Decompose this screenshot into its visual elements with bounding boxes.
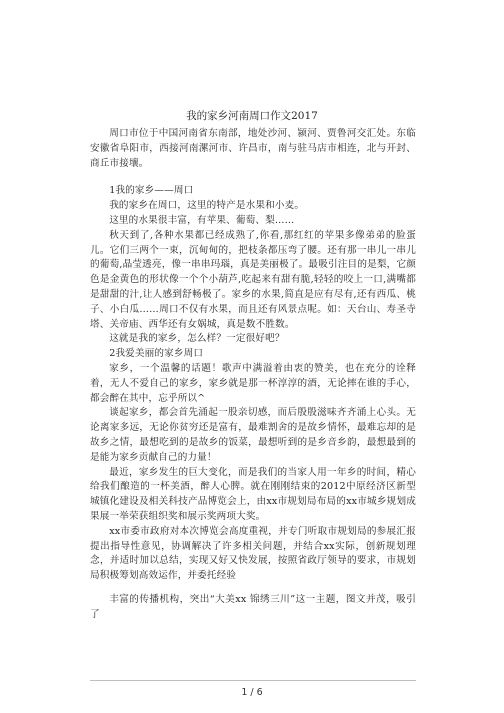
paragraph: 家乡，一个温馨的话题！歌声中满溢着由衷的赞美，也在充分的诠释着，无人不爱自己的家乡，家乡就是那一杯淳淳的酒，无论摔在谁的手心，都会醉在其中，忘乎所以^ <box>90 362 416 404</box>
paragraph: 谈起家乡，都会首先涌起一股亲切感，而后殷殷滋味齐齐涌上心头。无论离家多远，无论你贫穷还是富有，最难割舍的是故乡情怀，最难忘却的是故乡之情，最想吃到的是故乡的饭菜，最想听到的是乡音乡韵，最想最到的是能为家乡贡献自己的力量！ <box>90 407 416 463</box>
paragraph-intro: 周口市位于中国河南省东南部，地处沙河、颍河、贾鲁河交汇处。东临安徽省阜阳市，西接河南漯河市、许昌市，南与驻马店市相连，北与开封、商丘市接壤。 <box>90 128 416 169</box>
paragraph: 这里的水果很丰富，有苹果、葡萄、梨…… <box>109 214 295 226</box>
paragraph: 秋天到了,各种水果都已经成熟了,你看,那红红的苹果多像弟弟的脸蛋儿。它们三两个一束，沉甸甸的，把枝条都压弯了腰。还有那一串儿一串儿的葡萄,晶莹透亮，像一串串玛瑙，真是美丽极了。最吸引注目的是梨，它颜色是金黄色的形状像一个个小葫芦,吃起来有甜有脆,轻轻的咬上一口,满嘴都是甜甜的汁,让人感到舒畅极了。家乡的水果,简直是应有尽有,还有西瓜、桃子、小白瓜……周口不仅有水果，而且还有风景点呢。如：天台山、寿圣寺塔、关帝庙、西华还有女娲城，真是数不胜数。 <box>90 229 416 330</box>
paragraph: 最近，家乡发生的巨大变化，而是我们的当家人用一年乡的时间，精心给我们酿造的一杯美酒，醉人心脾。就在刚刚结束的2012中原经济区新型城镇化建设及相关科技产品博览会上，由xx市规划局布局的xx市城乡规划成果展一举荣获组织奖和展示奖两项大奖。 <box>90 466 416 522</box>
paragraph: xx市委市政府对本次博览会高度重视，并专门听取市规划局的参展汇报提出指导性意见，协调解决了许多相关问题，并结合xx实际，创新规划理念，并适时加以总结，实现又好又快发展，按照省政厅领导的要求，市规划局积极筹划高效运作，并委托经验 <box>90 525 416 582</box>
paragraph: 这就是我的家乡，怎么样？一定很好吧？ <box>109 333 285 345</box>
section-heading-1: 1我的家乡——周口 <box>109 185 194 197</box>
document-title: 我的家乡河南周口作文2017 <box>186 110 318 122</box>
document-body <box>90 127 416 623</box>
page-indicator: 1 / 6 <box>241 687 263 698</box>
paragraph: 丰富的传播机构，突出“大美xx 锦绣三川”这一主题，图文并茂，吸引了 <box>90 593 416 620</box>
section-heading-2: 2我爱美丽的家乡周口 <box>109 348 204 360</box>
paragraph: 我的家乡在周口，这里的特产是水果和小麦。 <box>109 200 305 212</box>
footer-divider <box>90 680 416 681</box>
